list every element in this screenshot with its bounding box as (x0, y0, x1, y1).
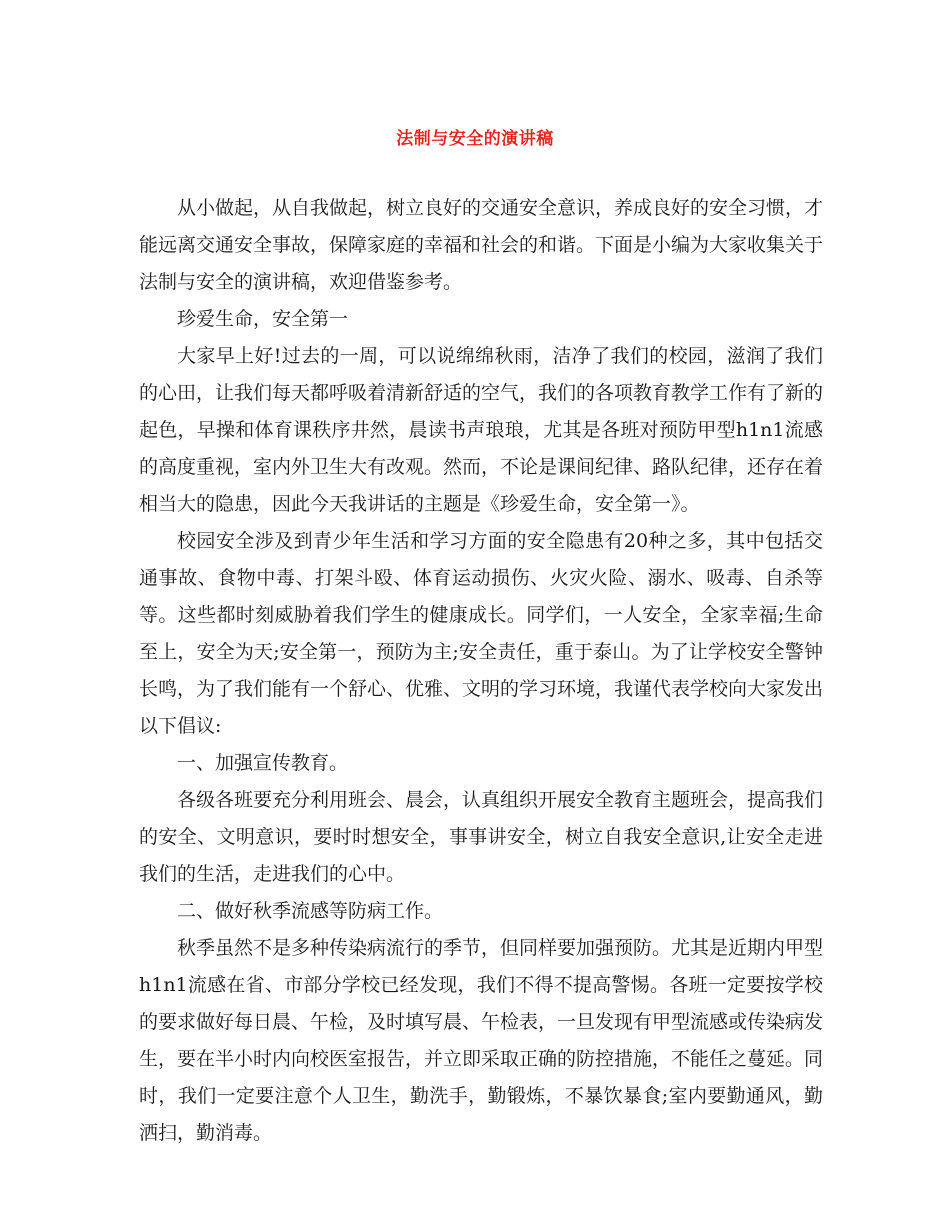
paragraph-section-one-body: 各级各班要充分利用班会、晨会，认真组织开展安全教育主题班会，提高我们的安全、文明意识，要时时想安全，事事讲安全，树立自我安全意识,让安全走进我们的生活，走进我们的心中。 (139, 789, 824, 885)
paragraph-section-two-body: 秋季虽然不是多种传染病流行的季节，但同样要加强预防。尤其是近期内甲型h1n1流感在省、市部分学校已经发现，我们不得不提高警惕。各班一定要按学校的要求做好每日晨、午检，及时填写晨、午检表，一旦发现有甲型流感或传染病发生，要在半小时内向校医室报告，并立即采取正确的防控措施，不能任之蔓延。同时，我们一定要注意个人卫生，勤洗手，勤锻炼，不暴饮暴食;室内要勤通风，勤洒扫，勤消毒。 (139, 937, 824, 1144)
document-title: 法制与安全的演讲稿 (396, 129, 554, 149)
paragraph-heading-speech: 珍爱生命，安全第一 (177, 308, 349, 330)
paragraph-greeting: 大家早上好!过去的一周，可以说绵绵秋雨，洁净了我们的校园，滋润了我们的心田，让我们每天都呼吸着清新舒适的空气，我们的各项教育教学工作有了新的起色，早操和体育课秩序井然，晨读书声琅琅，尤其是各班对预防甲型h1n1流感的高度重视，室内外卫生大有改观。然而，不论是课间纪律、路队纪律，还存在着相当大的隐患，因此今天我讲话的主题是《珍爱生命，安全第一》。 (139, 345, 824, 515)
paragraph-campus-safety: 校园安全涉及到青少年生活和学习方面的安全隐患有20种之多，其中包括交通事故、食物中毒、打架斗殴、体育运动损伤、火灾火险、溺水、吸毒、自杀等等。这些都时刻威胁着我们学生的健康成长。同学们，一人安全，全家幸福;生命至上，安全为天;安全第一，预防为主;安全责任，重于泰山。为了让学校安全警钟长鸣，为了我们能有一个舒心、优雅、文明的学习环境，我谨代表学校向大家发出以下倡议: (139, 530, 824, 737)
paragraph-section-two-heading: 二、做好秋季流感等防病工作。 (177, 900, 444, 922)
paragraph-section-one-heading: 一、加强宣传教育。 (177, 752, 349, 774)
document-body (139, 190, 823, 1152)
paragraph-intro: 从小做起，从自我做起，树立良好的交通安全意识，养成良好的安全习惯，才能远离交通安全事故，保障家庭的幸福和社会的和谐。下面是小编为大家收集关于法制与安全的演讲稿，欢迎借鉴参考。 (139, 197, 824, 293)
